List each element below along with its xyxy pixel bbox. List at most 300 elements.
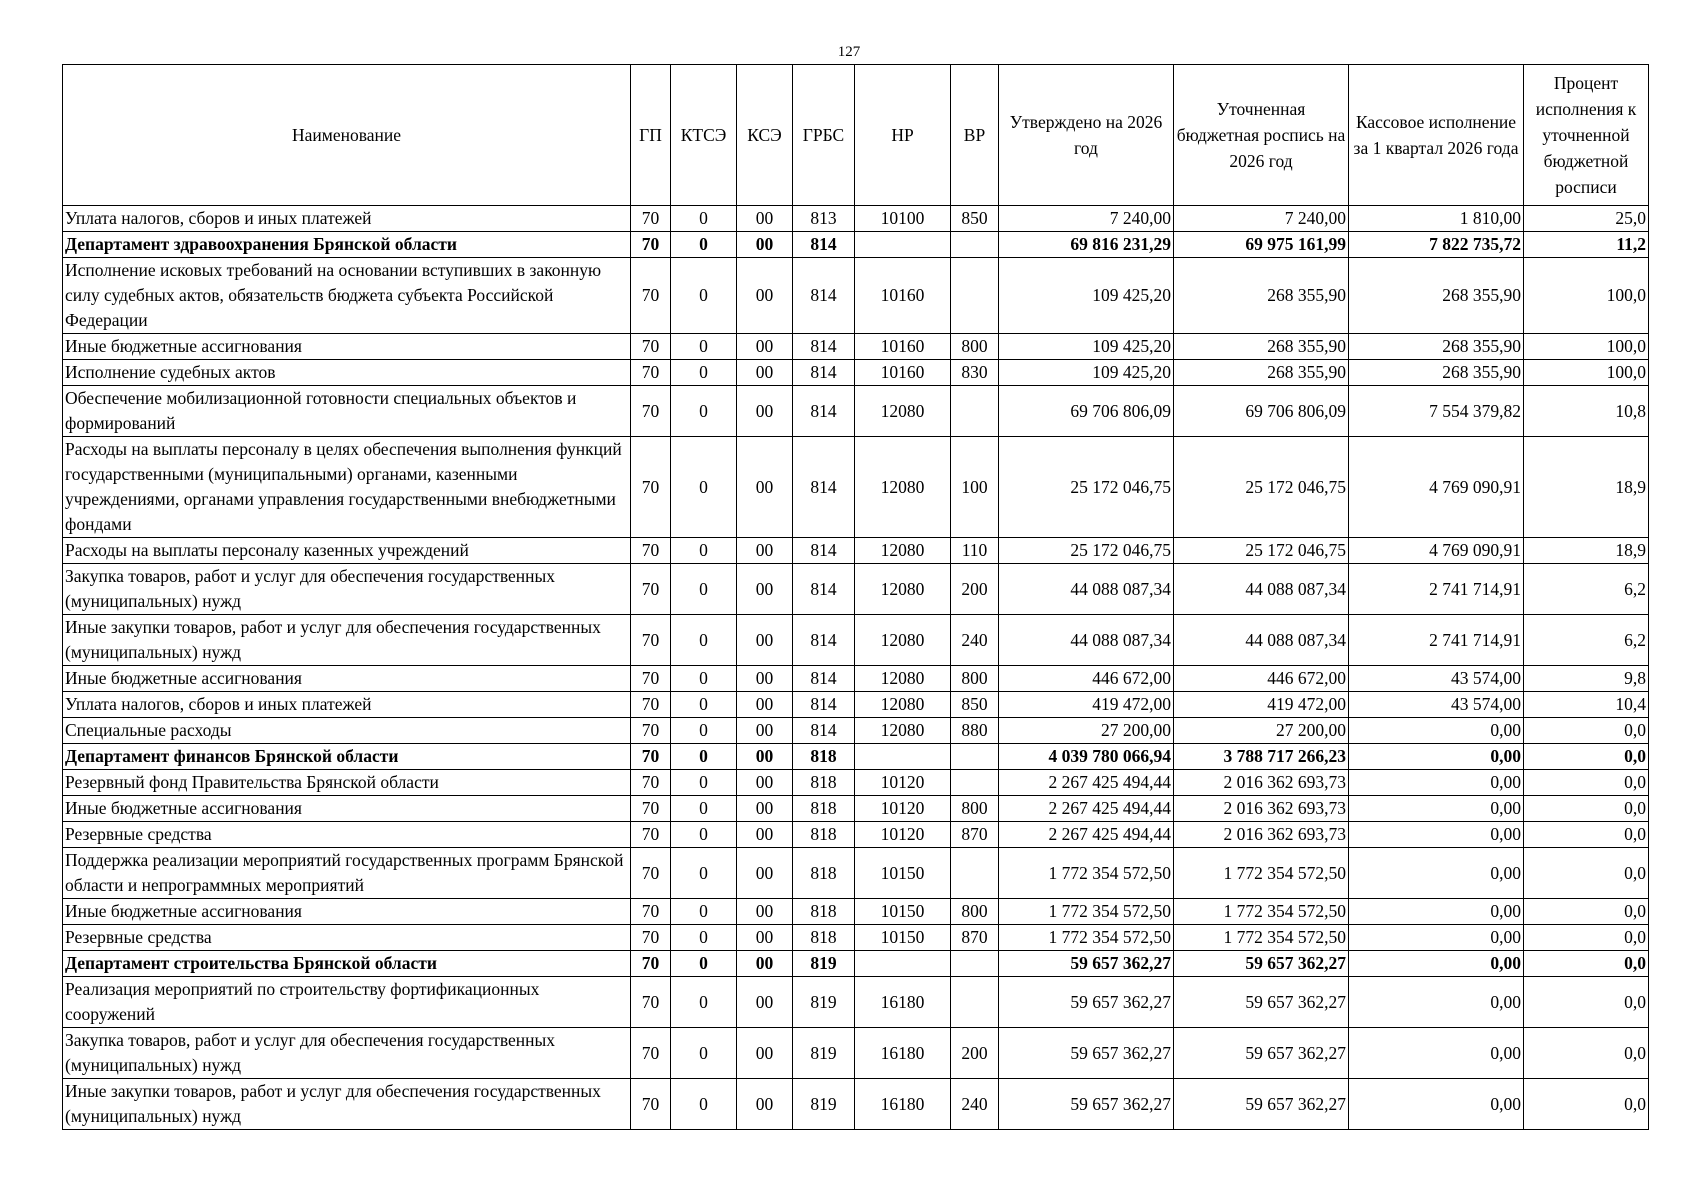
cell-approved: 59 657 362,27	[999, 951, 1174, 977]
cell-refined: 59 657 362,27	[1174, 1079, 1349, 1130]
cell-ktse: 0	[671, 925, 737, 951]
cell-kse: 00	[737, 848, 793, 899]
cell-kse: 00	[737, 386, 793, 437]
cell-nr: 12080	[855, 564, 951, 615]
header-percent: Процент исполнения к уточненной бюджетной росписи	[1524, 65, 1649, 206]
cell-approved: 7 240,00	[999, 206, 1174, 232]
cell-cash: 0,00	[1349, 899, 1524, 925]
cell-kse: 00	[737, 615, 793, 666]
cell-refined: 69 975 161,99	[1174, 232, 1349, 258]
cell-ktse: 0	[671, 232, 737, 258]
table-row	[63, 258, 1649, 334]
cell-percent: 10,4	[1524, 692, 1649, 718]
cell-approved: 1 772 354 572,50	[999, 848, 1174, 899]
cell-gp: 70	[631, 925, 671, 951]
cell-vr	[951, 951, 999, 977]
cell-vr: 800	[951, 796, 999, 822]
header-gp: ГП	[631, 65, 671, 206]
cell-grbs: 813	[793, 206, 855, 232]
cell-vr: 240	[951, 615, 999, 666]
cell-kse: 00	[737, 796, 793, 822]
header-grbs: ГРБС	[793, 65, 855, 206]
cell-grbs: 814	[793, 360, 855, 386]
cell-approved: 2 267 425 494,44	[999, 822, 1174, 848]
cell-percent: 0,0	[1524, 1079, 1649, 1130]
cell-vr: 800	[951, 334, 999, 360]
cell-kse: 00	[737, 770, 793, 796]
cell-approved: 2 267 425 494,44	[999, 796, 1174, 822]
cell-kse: 00	[737, 334, 793, 360]
cell-kse: 00	[737, 538, 793, 564]
cell-kse: 00	[737, 360, 793, 386]
cell-cash: 43 574,00	[1349, 666, 1524, 692]
cell-grbs: 814	[793, 718, 855, 744]
cell-name: Иные закупки товаров, работ и услуг для обеспечения государственных (муниципальных) нужд	[63, 1079, 631, 1130]
budget-table	[62, 64, 1649, 1130]
cell-nr: 10160	[855, 334, 951, 360]
cell-kse: 00	[737, 951, 793, 977]
cell-vr: 240	[951, 1079, 999, 1130]
cell-refined: 268 355,90	[1174, 334, 1349, 360]
cell-percent: 6,2	[1524, 615, 1649, 666]
cell-grbs: 819	[793, 1028, 855, 1079]
cell-cash: 4 769 090,91	[1349, 538, 1524, 564]
cell-refined: 44 088 087,34	[1174, 615, 1349, 666]
cell-vr	[951, 386, 999, 437]
cell-ktse: 0	[671, 796, 737, 822]
cell-name: Исполнение судебных актов	[63, 360, 631, 386]
cell-gp: 70	[631, 692, 671, 718]
cell-gp: 70	[631, 206, 671, 232]
cell-nr: 10120	[855, 770, 951, 796]
header-vr: ВР	[951, 65, 999, 206]
cell-name: Уплата налогов, сборов и иных платежей	[63, 206, 631, 232]
cell-refined: 2 016 362 693,73	[1174, 770, 1349, 796]
cell-gp: 70	[631, 232, 671, 258]
cell-cash: 0,00	[1349, 925, 1524, 951]
cell-cash: 43 574,00	[1349, 692, 1524, 718]
cell-grbs: 818	[793, 796, 855, 822]
cell-gp: 70	[631, 437, 671, 538]
cell-name: Иные бюджетные ассигнования	[63, 796, 631, 822]
cell-refined: 44 088 087,34	[1174, 564, 1349, 615]
cell-refined: 2 016 362 693,73	[1174, 822, 1349, 848]
cell-nr: 10160	[855, 360, 951, 386]
cell-refined: 27 200,00	[1174, 718, 1349, 744]
cell-name: Закупка товаров, работ и услуг для обеспечения государственных (муниципальных) нужд	[63, 1028, 631, 1079]
cell-percent: 11,2	[1524, 232, 1649, 258]
cell-gp: 70	[631, 258, 671, 334]
table-row	[63, 899, 1649, 925]
cell-percent: 25,0	[1524, 206, 1649, 232]
cell-cash: 268 355,90	[1349, 360, 1524, 386]
cell-ktse: 0	[671, 258, 737, 334]
cell-name: Иные бюджетные ассигнования	[63, 899, 631, 925]
cell-approved: 59 657 362,27	[999, 977, 1174, 1028]
cell-nr: 12080	[855, 538, 951, 564]
cell-ktse: 0	[671, 770, 737, 796]
cell-nr: 16180	[855, 1079, 951, 1130]
cell-approved: 2 267 425 494,44	[999, 770, 1174, 796]
cell-approved: 109 425,20	[999, 334, 1174, 360]
cell-gp: 70	[631, 564, 671, 615]
cell-ktse: 0	[671, 334, 737, 360]
cell-kse: 00	[737, 206, 793, 232]
cell-kse: 00	[737, 744, 793, 770]
cell-gp: 70	[631, 538, 671, 564]
cell-refined: 446 672,00	[1174, 666, 1349, 692]
cell-gp: 70	[631, 718, 671, 744]
cell-vr	[951, 744, 999, 770]
cell-cash: 4 769 090,91	[1349, 437, 1524, 538]
cell-vr: 110	[951, 538, 999, 564]
cell-vr	[951, 770, 999, 796]
cell-cash: 0,00	[1349, 1079, 1524, 1130]
cell-gp: 70	[631, 899, 671, 925]
header-refined: Уточненная бюджетная роспись на 2026 год	[1174, 65, 1349, 206]
cell-nr: 12080	[855, 615, 951, 666]
cell-ktse: 0	[671, 822, 737, 848]
table-row	[63, 206, 1649, 232]
cell-refined: 268 355,90	[1174, 360, 1349, 386]
cell-gp: 70	[631, 977, 671, 1028]
cell-name: Департамент финансов Брянской области	[63, 744, 631, 770]
cell-grbs: 814	[793, 666, 855, 692]
cell-percent: 100,0	[1524, 258, 1649, 334]
cell-cash: 0,00	[1349, 822, 1524, 848]
cell-vr: 800	[951, 666, 999, 692]
cell-approved: 1 772 354 572,50	[999, 925, 1174, 951]
cell-approved: 4 039 780 066,94	[999, 744, 1174, 770]
cell-gp: 70	[631, 615, 671, 666]
table-row	[63, 925, 1649, 951]
table-row	[63, 1028, 1649, 1079]
cell-refined: 419 472,00	[1174, 692, 1349, 718]
cell-percent: 0,0	[1524, 718, 1649, 744]
cell-refined: 1 772 354 572,50	[1174, 899, 1349, 925]
cell-approved: 59 657 362,27	[999, 1028, 1174, 1079]
cell-percent: 6,2	[1524, 564, 1649, 615]
cell-percent: 0,0	[1524, 796, 1649, 822]
header-kse: КСЭ	[737, 65, 793, 206]
cell-gp: 70	[631, 360, 671, 386]
cell-gp: 70	[631, 334, 671, 360]
cell-cash: 1 810,00	[1349, 206, 1524, 232]
cell-grbs: 814	[793, 258, 855, 334]
cell-ktse: 0	[671, 437, 737, 538]
cell-approved: 69 706 806,09	[999, 386, 1174, 437]
cell-refined: 25 172 046,75	[1174, 437, 1349, 538]
header-name: Наименование	[63, 65, 631, 206]
table-header-row	[63, 65, 1649, 206]
cell-gp: 70	[631, 770, 671, 796]
cell-kse: 00	[737, 1028, 793, 1079]
cell-percent: 0,0	[1524, 977, 1649, 1028]
cell-name: Иные бюджетные ассигнования	[63, 334, 631, 360]
cell-name: Иные бюджетные ассигнования	[63, 666, 631, 692]
cell-nr: 10150	[855, 925, 951, 951]
cell-vr: 870	[951, 822, 999, 848]
cell-nr: 10150	[855, 848, 951, 899]
cell-nr	[855, 951, 951, 977]
cell-name: Резервные средства	[63, 822, 631, 848]
cell-ktse: 0	[671, 1028, 737, 1079]
cell-refined: 3 788 717 266,23	[1174, 744, 1349, 770]
cell-percent: 0,0	[1524, 899, 1649, 925]
cell-ktse: 0	[671, 564, 737, 615]
cell-cash: 0,00	[1349, 770, 1524, 796]
cell-vr	[951, 232, 999, 258]
cell-name: Реализация мероприятий по строительству фортификационных сооружений	[63, 977, 631, 1028]
cell-cash: 2 741 714,91	[1349, 564, 1524, 615]
cell-percent: 0,0	[1524, 822, 1649, 848]
cell-kse: 00	[737, 977, 793, 1028]
cell-vr: 870	[951, 925, 999, 951]
cell-vr	[951, 977, 999, 1028]
cell-grbs: 814	[793, 437, 855, 538]
cell-grbs: 814	[793, 615, 855, 666]
cell-nr	[855, 744, 951, 770]
cell-ktse: 0	[671, 538, 737, 564]
cell-ktse: 0	[671, 951, 737, 977]
cell-approved: 44 088 087,34	[999, 615, 1174, 666]
cell-refined: 59 657 362,27	[1174, 1028, 1349, 1079]
cell-percent: 0,0	[1524, 925, 1649, 951]
cell-ktse: 0	[671, 615, 737, 666]
cell-name: Исполнение исковых требований на основании вступивших в законную силу судебных актов, обязательств бюджета субъекта Российской Федерации	[63, 258, 631, 334]
cell-refined: 1 772 354 572,50	[1174, 848, 1349, 899]
table-body	[63, 206, 1649, 1130]
cell-cash: 0,00	[1349, 744, 1524, 770]
table-row	[63, 437, 1649, 538]
cell-refined: 1 772 354 572,50	[1174, 925, 1349, 951]
cell-grbs: 818	[793, 848, 855, 899]
header-cash: Кассовое исполнение за 1 квартал 2026 года	[1349, 65, 1524, 206]
cell-name: Поддержка реализации мероприятий государственных программ Брянской области и непрограммных мероприятий	[63, 848, 631, 899]
cell-nr	[855, 232, 951, 258]
cell-approved: 446 672,00	[999, 666, 1174, 692]
cell-kse: 00	[737, 718, 793, 744]
table-row	[63, 744, 1649, 770]
cell-gp: 70	[631, 822, 671, 848]
cell-ktse: 0	[671, 206, 737, 232]
cell-gp: 70	[631, 796, 671, 822]
table-row	[63, 360, 1649, 386]
cell-approved: 25 172 046,75	[999, 538, 1174, 564]
cell-nr: 12080	[855, 666, 951, 692]
cell-percent: 100,0	[1524, 360, 1649, 386]
cell-name: Департамент здравоохранения Брянской области	[63, 232, 631, 258]
cell-nr: 12080	[855, 692, 951, 718]
cell-ktse: 0	[671, 744, 737, 770]
cell-approved: 59 657 362,27	[999, 1079, 1174, 1130]
cell-nr: 16180	[855, 1028, 951, 1079]
cell-nr: 10120	[855, 822, 951, 848]
cell-gp: 70	[631, 386, 671, 437]
cell-ktse: 0	[671, 666, 737, 692]
cell-kse: 00	[737, 692, 793, 718]
cell-refined: 59 657 362,27	[1174, 977, 1349, 1028]
cell-percent: 100,0	[1524, 334, 1649, 360]
cell-ktse: 0	[671, 1079, 737, 1130]
cell-cash: 0,00	[1349, 848, 1524, 899]
cell-vr: 850	[951, 692, 999, 718]
cell-refined: 59 657 362,27	[1174, 951, 1349, 977]
cell-refined: 69 706 806,09	[1174, 386, 1349, 437]
cell-percent: 18,9	[1524, 437, 1649, 538]
cell-nr: 10100	[855, 206, 951, 232]
cell-kse: 00	[737, 258, 793, 334]
cell-ktse: 0	[671, 899, 737, 925]
cell-vr: 800	[951, 899, 999, 925]
cell-gp: 70	[631, 666, 671, 692]
table-row	[63, 1079, 1649, 1130]
cell-cash: 0,00	[1349, 796, 1524, 822]
cell-grbs: 818	[793, 770, 855, 796]
cell-grbs: 814	[793, 386, 855, 437]
cell-nr: 12080	[855, 386, 951, 437]
cell-vr: 850	[951, 206, 999, 232]
cell-nr: 10120	[855, 796, 951, 822]
cell-grbs: 814	[793, 334, 855, 360]
table-row	[63, 822, 1649, 848]
cell-cash: 0,00	[1349, 977, 1524, 1028]
cell-cash: 7 554 379,82	[1349, 386, 1524, 437]
cell-gp: 70	[631, 951, 671, 977]
cell-kse: 00	[737, 564, 793, 615]
cell-grbs: 818	[793, 822, 855, 848]
cell-grbs: 819	[793, 951, 855, 977]
table-row	[63, 796, 1649, 822]
cell-name: Закупка товаров, работ и услуг для обеспечения государственных (муниципальных) нужд	[63, 564, 631, 615]
cell-nr: 16180	[855, 977, 951, 1028]
cell-vr: 830	[951, 360, 999, 386]
page-number: 127	[837, 44, 861, 60]
cell-name: Департамент строительства Брянской области	[63, 951, 631, 977]
cell-gp: 70	[631, 744, 671, 770]
cell-cash: 268 355,90	[1349, 334, 1524, 360]
table-row	[63, 538, 1649, 564]
table-row	[63, 666, 1649, 692]
table-row	[63, 848, 1649, 899]
cell-gp: 70	[631, 848, 671, 899]
table-row	[63, 386, 1649, 437]
cell-ktse: 0	[671, 977, 737, 1028]
cell-grbs: 819	[793, 1079, 855, 1130]
cell-ktse: 0	[671, 718, 737, 744]
cell-cash: 0,00	[1349, 1028, 1524, 1079]
header-ktse: КТСЭ	[671, 65, 737, 206]
cell-percent: 10,8	[1524, 386, 1649, 437]
cell-name: Обеспечение мобилизационной готовности специальных объектов и формирований	[63, 386, 631, 437]
cell-vr: 200	[951, 564, 999, 615]
cell-gp: 70	[631, 1079, 671, 1130]
cell-approved: 44 088 087,34	[999, 564, 1174, 615]
cell-grbs: 818	[793, 925, 855, 951]
cell-approved: 109 425,20	[999, 360, 1174, 386]
cell-name: Резервный фонд Правительства Брянской области	[63, 770, 631, 796]
table-row	[63, 770, 1649, 796]
cell-ktse: 0	[671, 386, 737, 437]
cell-ktse: 0	[671, 360, 737, 386]
cell-kse: 00	[737, 1079, 793, 1130]
cell-cash: 268 355,90	[1349, 258, 1524, 334]
table-row	[63, 334, 1649, 360]
cell-refined: 2 016 362 693,73	[1174, 796, 1349, 822]
header-nr: НР	[855, 65, 951, 206]
cell-name: Расходы на выплаты персоналу в целях обеспечения выполнения функций государственными (муниципальными) органами, казенными учреждениями, органами управления государственными внебюджетными фондами	[63, 437, 631, 538]
cell-gp: 70	[631, 1028, 671, 1079]
cell-ktse: 0	[671, 692, 737, 718]
table-row	[63, 232, 1649, 258]
cell-nr: 12080	[855, 718, 951, 744]
cell-nr: 10150	[855, 899, 951, 925]
cell-vr	[951, 258, 999, 334]
cell-name: Уплата налогов, сборов и иных платежей	[63, 692, 631, 718]
cell-percent: 0,0	[1524, 951, 1649, 977]
cell-approved: 109 425,20	[999, 258, 1174, 334]
table-row	[63, 564, 1649, 615]
table-row	[63, 977, 1649, 1028]
cell-grbs: 818	[793, 744, 855, 770]
cell-vr	[951, 848, 999, 899]
cell-approved: 69 816 231,29	[999, 232, 1174, 258]
cell-vr: 880	[951, 718, 999, 744]
cell-grbs: 814	[793, 564, 855, 615]
cell-vr: 200	[951, 1028, 999, 1079]
cell-kse: 00	[737, 437, 793, 538]
cell-name: Иные закупки товаров, работ и услуг для обеспечения государственных (муниципальных) нужд	[63, 615, 631, 666]
cell-percent: 0,0	[1524, 770, 1649, 796]
cell-nr: 12080	[855, 437, 951, 538]
cell-cash: 7 822 735,72	[1349, 232, 1524, 258]
cell-approved: 419 472,00	[999, 692, 1174, 718]
header-approved: Утверждено на 2026 год	[999, 65, 1174, 206]
table-row	[63, 951, 1649, 977]
cell-refined: 7 240,00	[1174, 206, 1349, 232]
cell-refined: 25 172 046,75	[1174, 538, 1349, 564]
table-row	[63, 692, 1649, 718]
cell-kse: 00	[737, 232, 793, 258]
cell-grbs: 814	[793, 538, 855, 564]
cell-grbs: 814	[793, 692, 855, 718]
table-row	[63, 615, 1649, 666]
table-row	[63, 718, 1649, 744]
cell-nr: 10160	[855, 258, 951, 334]
cell-vr: 100	[951, 437, 999, 538]
cell-refined: 268 355,90	[1174, 258, 1349, 334]
cell-kse: 00	[737, 822, 793, 848]
cell-percent: 9,8	[1524, 666, 1649, 692]
cell-cash: 2 741 714,91	[1349, 615, 1524, 666]
cell-name: Специальные расходы	[63, 718, 631, 744]
cell-percent: 0,0	[1524, 848, 1649, 899]
cell-grbs: 818	[793, 899, 855, 925]
cell-cash: 0,00	[1349, 951, 1524, 977]
cell-percent: 18,9	[1524, 538, 1649, 564]
cell-percent: 0,0	[1524, 744, 1649, 770]
cell-ktse: 0	[671, 848, 737, 899]
cell-grbs: 819	[793, 977, 855, 1028]
cell-cash: 0,00	[1349, 718, 1524, 744]
cell-approved: 1 772 354 572,50	[999, 899, 1174, 925]
cell-approved: 27 200,00	[999, 718, 1174, 744]
cell-name: Расходы на выплаты персоналу казенных учреждений	[63, 538, 631, 564]
cell-grbs: 814	[793, 232, 855, 258]
cell-kse: 00	[737, 666, 793, 692]
cell-kse: 00	[737, 899, 793, 925]
cell-name: Резервные средства	[63, 925, 631, 951]
